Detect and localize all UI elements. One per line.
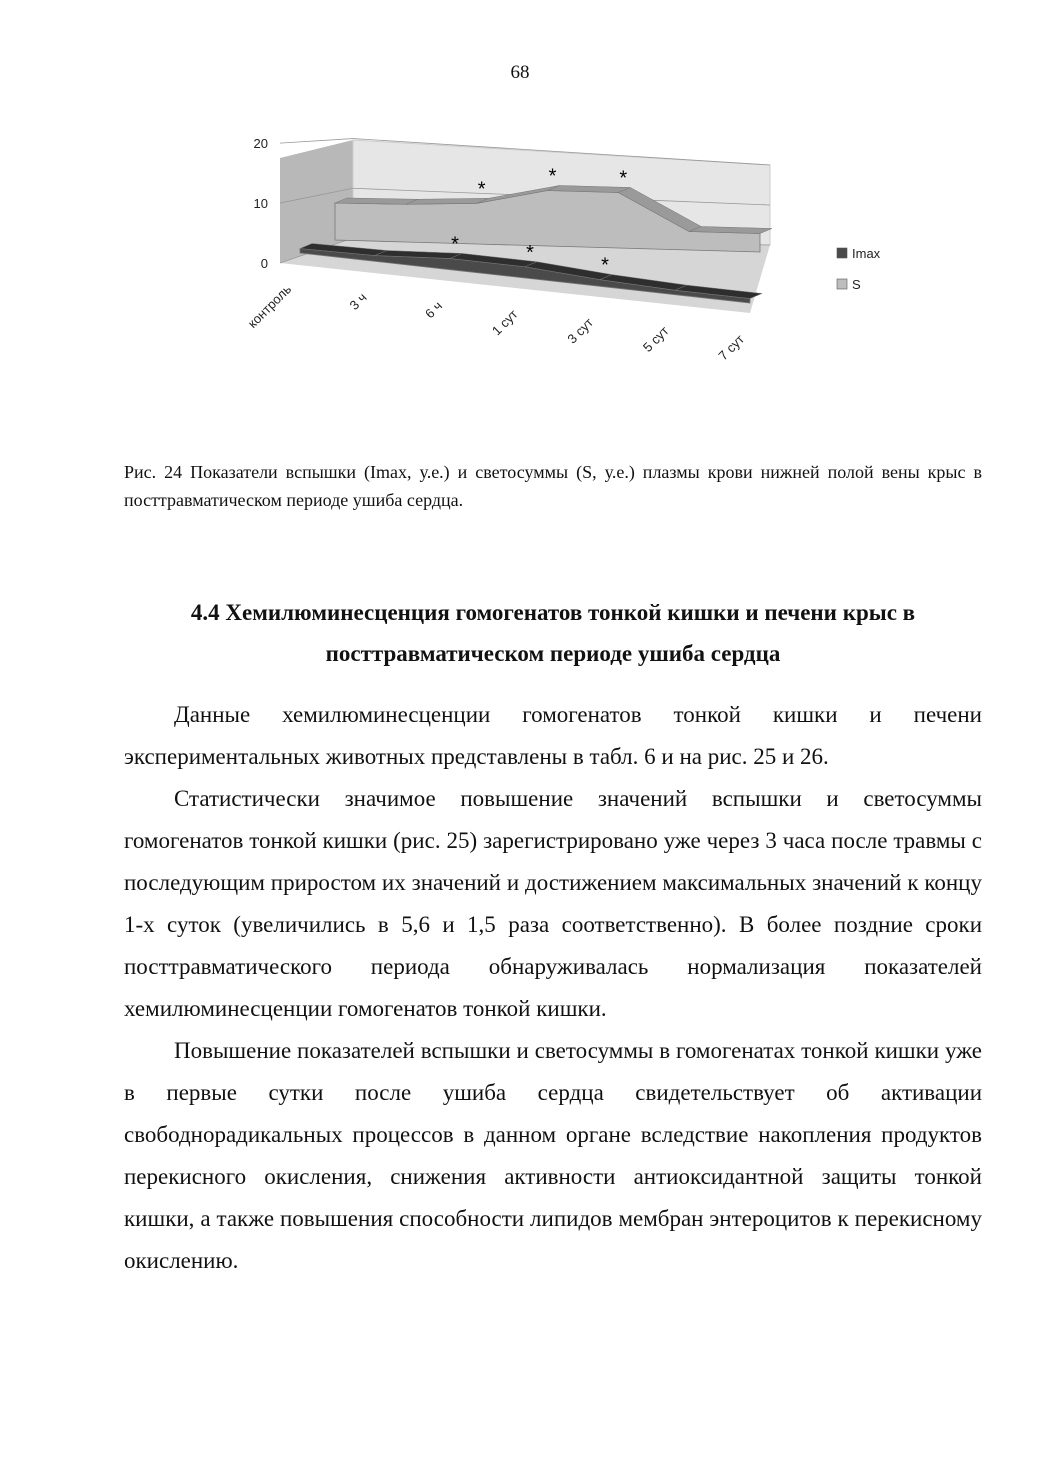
page-number: 68: [510, 62, 530, 83]
legend-label: Imax: [852, 246, 881, 261]
x-tick-label: 3 ч: [346, 289, 370, 313]
y-tick-label: 0: [260, 256, 268, 271]
y-tick-label: 20: [253, 136, 268, 152]
significance-marker: *: [451, 233, 459, 256]
series-ridge-segment: [406, 198, 489, 204]
series-ridge-segment: [335, 198, 418, 204]
chart-figure: [220, 130, 920, 430]
paragraph: Повышение показателей вспышки и светосуммы в гомогенатах тонкой кишки уже в первые сутки после ушиба сердца свидетельствует об активации свободнорадикальных процессов в данном органе вследствие накопления продуктов перекисного окисления, снижения активности антиоксидантной защиты тонкой кишки, а также повышения способности липидов мембран энтероцитов к перекисному окислению.: [124, 1038, 982, 1273]
significance-marker: *: [548, 165, 557, 188]
area-chart-3d: [220, 130, 920, 430]
section-heading: 4.4 Хемилюминесценция гомогенатов тонкой кишки и печени крыс в посттравматическом периоде ушиба сердца: [190, 600, 916, 666]
x-tick-label: 1 сут: [488, 306, 521, 339]
x-tick-label: контроль: [244, 281, 295, 331]
significance-marker: *: [601, 254, 609, 277]
body-text: [124, 694, 982, 1282]
significance-marker: *: [526, 241, 534, 264]
figure-caption: Рис. 24 Показатели вспышки (Imax, у.е.) и светосуммы (S, у.е.) плазмы крови нижней полой вены крыс в посттравматическом периоде ушиба сердца.: [124, 462, 982, 510]
x-tick-label: 7 сут: [715, 331, 748, 364]
x-tick-label: 5 сут: [639, 323, 672, 355]
significance-marker: *: [477, 178, 486, 201]
legend-swatch: [837, 248, 847, 258]
x-tick-label: 6 ч: [422, 298, 446, 322]
legend-swatch: [837, 279, 847, 289]
x-tick-label: 3 сут: [564, 314, 597, 347]
legend-label: S: [852, 277, 861, 292]
significance-marker: *: [619, 167, 628, 190]
y-tick-label: 10: [253, 196, 268, 212]
gridline: [280, 139, 353, 144]
paragraph: Данные хемилюминесценции гомогенатов тонкой кишки и печени экспериментальных животных представлены в табл. 6 и на рис. 25 и 26.: [124, 702, 982, 769]
paragraph: Статистически значимое повышение значений вспышки и светосуммы гомогенатов тонкой кишки (рис. 25) зарегистрировано уже через 3 часа после травмы с последующим приростом их значений и достижением максимальных значений к концу 1-х суток (увеличились в 5,6 и 1,5 раза соответственно). В более поздние сроки посттравматического периода обнаруживалась нормализация показателей хемилюминесценции гомогенатов тонкой кишки.: [124, 786, 982, 1021]
